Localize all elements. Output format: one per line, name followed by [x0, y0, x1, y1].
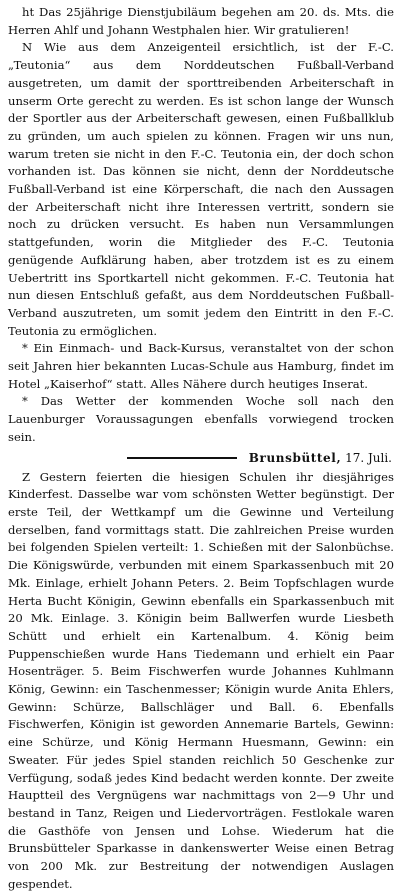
dateline-place: Brunsbüttel,	[248, 450, 342, 465]
dateline-date: 17. Juli.	[345, 450, 392, 465]
article-kinderfest: Z Gestern feierten die hiesigen Schulen ihr diesjähriges Kinderfest. Dasselbe war vom schönsten Wetter begünstigt. Der erste Teil, der Wettkampf um die Gewinne und Verteilung derselben, fand vormittags statt. Die zahlreichen Preise wurden bei folgenden Spielen verteilt: 1. Schießen mit der Salonbüchse. Die Königswürde, verbunden mit einem Sparkassenbuch mit 20 Mk. Einlage, erhielt Johann Peters. 2. Beim Topfschlagen wurde Herta Bucht Königin, Gewinn ebenfalls ein Sparkassenbuch mit 20 Mk. Einlage. 3. Königin beim Ballwerfen wurde Liesbeth Schütt und erhielt ein Kartenalbum. 4. König beim Puppenschießen wurde Hans Tiedemann und erhielt ein Paar Hosenträger. 5. Beim Fischwerfen wurde Johannes Kuhlmann König, Gewinn: ein Taschenmesser; Königin wurde Anita Ehlers, Gewinn: Schürze, Ballschläger und Ball. 6. Ebenfalls Fischwerfen, Königin ist geworden Annemarie Bartels, Gewinn: eine Schürze, und König Hermann Huesmann, Gewinn: ein Sweater. Für jedes Spiel standen reichlich 50 Geschenke zur Verfügung, sodaß jedes Kind bedacht werden konnte. Der zweite Hauptteil des Vergnügens war nachmittags von 2—9 Uhr und bestand in Tanz, Reigen und Liedervorträgen. Festlokale waren die Gasthöfe von Jensen und Lohse. Wiederum hat die Brunsbütteler Sparkasse in dankenswerter Weise einen Betrag von 200 Mk. zur Bestreitung der notwendigen Auslagen gespendet.	[8, 469, 394, 891]
section-rule	[127, 457, 237, 459]
dateline	[8, 450, 394, 467]
article-teutonia: N Wie aus dem Anzeigenteil ersichtlich, ist der F.-C. „Teutonia“ aus dem Norddeutschen Fußball-Verband ausgetreten, um damit der sporttreibenden Arbeiterschaft in unserm Orte gerecht zu werden. Es ist schon lange der Wunsch der Sportler aus der Arbeiterschaft gewesen, einen Fußballklub zu gründen, um auch spielen zu können. Fragen wir uns nun, warum treten sie nicht in den F.-C. Teutonia ein, der doch schon vorhanden ist. Das können sie nicht, denn der Norddeutsche Fußball-Verband ist eine Körperschaft, die nach den Aussagen der Arbeiterschaft nicht ihre Interessen vertritt, sondern sie noch zu drücken versucht. Es haben nun Versammlungen stattgefunden, worin die Mitglieder des F.-C. Teutonia genügende Aufklärung haben, aber trotzdem ist es zu einem Uebertritt ins Sportkartell nicht gekommen. F.-C. Teutonia hat nun diesen Entschluß gefaßt, aus dem Norddeutschen Fußball-Verband auszutreten, um somit jedem den Eintritt in den F.-C. Teutonia zu ermöglichen.	[8, 40, 394, 338]
article-cooking-course: * Ein Einmach- und Back-Kursus, veranstaltet von der schon seit Jahren hier bekannten Lucas-Schule aus Hamburg, findet im Hotel „Kaiserhof“ statt. Alles Nähere durch heutiges Inserat.	[8, 341, 394, 391]
article-jubilee: ht Das 25jährige Dienstjubiläum begehen am 20. ds. Mts. die Herren Ahlf und Johann Westphalen hier. Wir gratulieren!	[8, 5, 394, 37]
article-weather: * Das Wetter der kommenden Woche soll nach den Lauenburger Voraussagungen ebenfalls vorwiegend trocken sein.	[8, 394, 394, 444]
